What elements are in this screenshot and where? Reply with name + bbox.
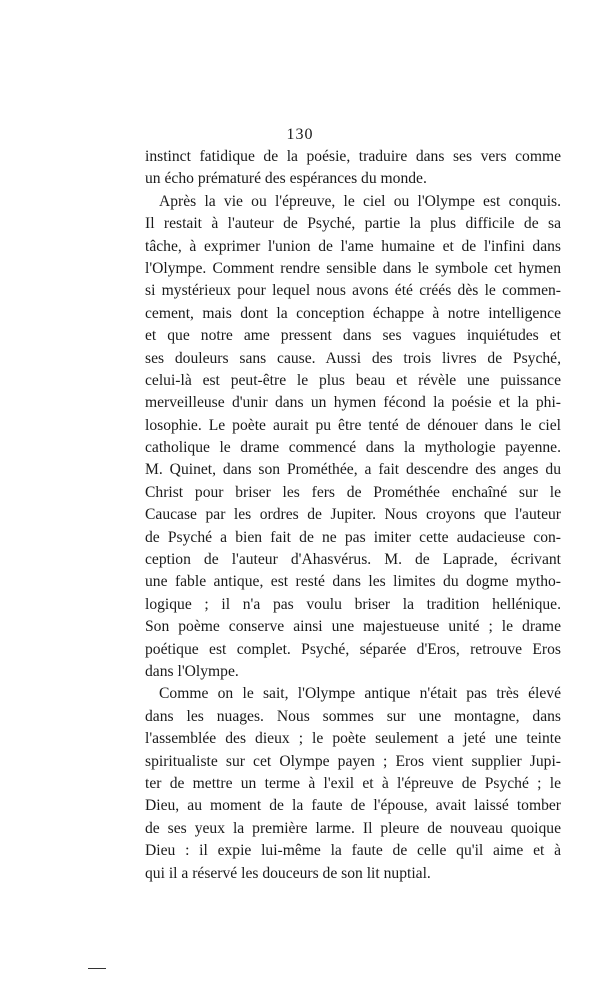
- text-line: logique ; il n'a pas voulu briser la tradition hellénique.: [145, 595, 561, 613]
- text-line: Christ pour briser les fers de Prométhée enchaîné sur le: [145, 483, 561, 501]
- text-line: dans l'Olympe.: [145, 662, 239, 680]
- text-line: cement, mais dont la conception échappe à notre intelligence: [145, 304, 561, 322]
- text-line: Après la vie ou l'épreuve, le ciel ou l'Olympe est conquis.: [159, 192, 561, 210]
- text-line: dans les nuages. Nous sommes sur une montagne, dans: [145, 707, 561, 725]
- text-line: de ses yeux la première larme. Il pleure de nouveau quoique: [145, 819, 561, 837]
- text-line: spiritualiste sur cet Olympe payen ; Eros vient supplier Jupi-: [145, 752, 561, 770]
- text-line: si mystérieux pour lequel nous avons été créés dès le commen-: [145, 282, 561, 300]
- text-line: Son poème conserve ainsi une majestueuse unité ; le drame: [145, 618, 561, 636]
- text-line: l'assemblée des dieux ; le poète seulement a jeté une teinte: [145, 730, 561, 748]
- paragraph: [145, 146, 561, 191]
- text-line: celui-là est peut-être le plus beau et révèle une puissance: [145, 371, 561, 389]
- text-line: ception de l'auteur d'Ahasvérus. M. de Laprade, écrivant: [145, 551, 561, 569]
- text-line: tâche, à exprimer l'union de l'ame humaine et de l'infini dans: [145, 237, 561, 255]
- text-line: merveilleuse d'unir dans un hymen fécond la poésie et la phi-: [145, 394, 561, 412]
- text-line: Dieu : il expie lui-même la faute de celle qu'il aime et à: [145, 842, 561, 860]
- text-line: poétique est complet. Psyché, séparée d'Eros, retrouve Eros: [145, 640, 561, 658]
- text-line: et que notre ame pressent dans ses vagues inquiétudes et: [145, 327, 561, 345]
- text-line: ter de mettre un terme à l'exil et à l'épreuve de Psyché ; le: [145, 774, 561, 792]
- text-line: un écho prématuré des espérances du monde.: [145, 170, 427, 188]
- text-line: Comme on le sait, l'Olympe antique n'était pas très élevé: [159, 685, 561, 703]
- page-number: 130: [286, 126, 314, 143]
- paragraph: [145, 191, 561, 684]
- text-line: losophie. Le poète aurait pu être tenté de dénouer dans le ciel: [145, 416, 561, 434]
- text-line: instinct fatidique de la poésie, traduire dans ses vers comme: [145, 148, 561, 165]
- text-line: une fable antique, est resté dans les limites du dogme mytho-: [145, 573, 561, 591]
- text-line: qui il a réservé les douceurs de son lit nuptial.: [145, 864, 431, 882]
- footnote-rule: [88, 968, 106, 969]
- paragraph: [145, 683, 561, 885]
- text-line: Caucase par les ordres de Jupiter. Nous croyons que l'auteur: [145, 506, 561, 524]
- text-line: M. Quinet, dans son Prométhée, a fait descendre des anges du: [145, 461, 561, 479]
- text-line: catholique le drame commencé dans la mythologie payenne.: [145, 439, 561, 457]
- text-line: Il restait à l'auteur de Psyché, partie la plus difficile de sa: [145, 215, 561, 233]
- text-body: [145, 146, 561, 885]
- text-line: de Psyché a bien fait de ne pas imiter cette audacieuse con-: [145, 528, 561, 546]
- text-line: l'Olympe. Comment rendre sensible dans le symbole cet hymen: [145, 259, 561, 277]
- text-line: Dieu, au moment de la faute de l'épouse, avait laissé tomber: [145, 797, 561, 815]
- text-line: ses douleurs sans cause. Aussi des trois livres de Psyché,: [145, 349, 561, 367]
